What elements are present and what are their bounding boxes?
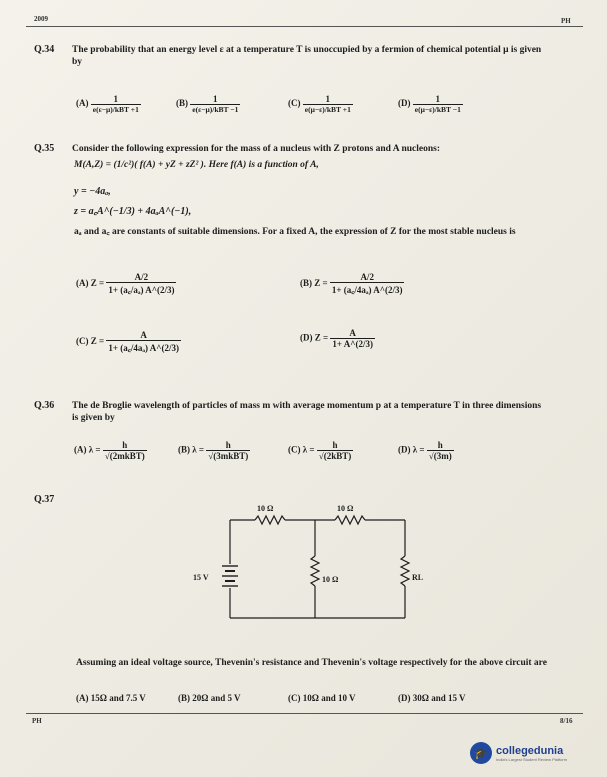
q35-option-c[interactable]: (C) Z = $\frac{A}{\text{1+ (a꜀/4aₐ) A\textasciicircum{}(2/3)}}$ xyxy=(76,330,179,353)
q35-option-d-label: (D) Z = xyxy=(300,332,329,343)
q34-option-a-label: (A) xyxy=(76,98,89,109)
q35-text: Consider the following expression for the mass of a nucleus with Z protons and A nucleons: xyxy=(72,144,440,154)
collegedunia-logo[interactable] xyxy=(470,738,596,768)
q37-option-b[interactable]: (B) 20Ω and 5 V xyxy=(178,693,241,703)
q36-option-d[interactable]: (D) λ = $\frac{h}{√(3m)}$ xyxy=(398,440,452,461)
q34-text: The probability that an energy level ε at a temperature T is unoccupied by a fermion of chemical potential μ is given by xyxy=(72,45,542,67)
q36-option-c-label: (C) λ = xyxy=(288,444,315,455)
q34-option-d-label: (D) xyxy=(398,98,411,109)
q34-option-c-label: (C) xyxy=(288,98,301,109)
q35-constants-text: aₐ and a꜀ are constants of suitable dimensions. For a fixed A, the expression of Z for the most stable nucleus is xyxy=(74,227,516,237)
q37-resistor-top-right xyxy=(335,516,365,524)
q37-circuit-diagram xyxy=(190,500,430,630)
logo-name: collegedunia xyxy=(496,744,564,757)
header-code: PH xyxy=(561,17,571,25)
q37-label-load: RL xyxy=(412,573,424,582)
header-year: 2009 xyxy=(34,15,48,23)
q35-option-d[interactable]: (D) Z = $\frac{A}{1+ A\^{}(2/3)}$ xyxy=(300,328,373,349)
q37-option-c[interactable]: (C) 10Ω and 10 V xyxy=(288,693,356,703)
q34-option-a[interactable]: (A) $\frac{1}{\text{e(ε−μ)/kBT +1}}$ xyxy=(76,94,139,114)
q35-option-a-label: (A) Z = xyxy=(76,278,105,289)
footer-rule xyxy=(26,713,583,714)
q37-resistor-middle xyxy=(311,556,319,586)
q35-option-b[interactable]: (B) Z = $\frac{A/2}{\text{1+ (a꜀/4aₐ) A\textasciicircum{}(2/3)}}$ xyxy=(300,272,403,295)
q34-option-b-label: (B) xyxy=(176,98,188,109)
q37-label-r-top-right: 10 Ω xyxy=(337,504,354,513)
q37-voltage-source xyxy=(222,566,238,586)
q36-text: The de Broglie wavelength of particles of mass m with average momentum p at a temperature T in three dimensions is given by xyxy=(72,401,542,423)
q37-label-r-top-left: 10 Ω xyxy=(257,504,274,513)
q35-mass-formula: M(A,Z) = (1/c²)( f(A) + yZ + zZ² ). Here f(A) is a function of A, xyxy=(74,160,319,170)
q34-number: Q.34 xyxy=(34,44,55,55)
q37-resistor-top-left xyxy=(255,516,285,524)
header-rule xyxy=(26,26,583,27)
q35-option-b-label: (B) Z = xyxy=(300,278,328,289)
q35-option-c-label: (C) Z = xyxy=(76,336,105,347)
q37-text: Assuming an ideal voltage source, Thevenin's resistance and Thevenin's voltage respectively for the above circuit are xyxy=(76,658,547,668)
footer-code: PH xyxy=(32,717,42,725)
q37-option-d[interactable]: (D) 30Ω and 15 V xyxy=(398,693,466,703)
q37-label-r-middle: 10 Ω xyxy=(322,575,339,584)
q36-option-b-label: (B) λ = xyxy=(178,444,205,455)
q35-z-def: z = a꜀A^(−1/3) + 4aₐA^(−1), xyxy=(74,206,192,217)
footer-page: 8/16 xyxy=(560,717,573,725)
q37-label-source: 15 V xyxy=(193,573,209,582)
q36-number: Q.36 xyxy=(34,400,55,411)
q37-resistor-load xyxy=(401,556,409,586)
q36-option-c[interactable]: (C) λ = $\frac{h}{\text{√(2kBT)}}$ xyxy=(288,440,352,461)
q36-option-a[interactable]: (A) λ = $\frac{h}{\text{√(2mkBT)}}$ xyxy=(74,440,145,461)
q36-option-d-label: (D) λ = xyxy=(398,444,425,455)
q37-option-a[interactable]: (A) 15Ω and 7.5 V xyxy=(76,693,146,703)
q37-number: Q.37 xyxy=(34,494,55,505)
q35-y-def: y = −4aₐ, xyxy=(74,186,111,197)
graduation-cap-icon: 🎓 xyxy=(470,742,492,764)
logo-tagline: India's Largest Student Review Platform xyxy=(496,756,568,762)
q36-option-b[interactable]: (B) λ = $\frac{h}{\text{√(3mkBT)}}$ xyxy=(178,440,249,461)
q36-option-a-label: (A) λ = xyxy=(74,444,101,455)
q35-number: Q.35 xyxy=(34,143,55,154)
q34-option-c[interactable]: (C) $\frac{1}{\text{e(μ−ε)/kBT +1}}$ xyxy=(288,94,351,114)
q34-option-d[interactable]: (D) $\frac{1}{\text{e(μ−ε)/kBT −1}}$ xyxy=(398,94,461,114)
q35-option-a[interactable]: (A) Z = $\frac{A/2}{\text{1+ (a꜀/aₐ) A\textasciicircum{}(2/3)}}$ xyxy=(76,272,175,295)
q34-option-b[interactable]: (B) $\frac{1}{\text{e(ε−μ)/kBT −1}}$ xyxy=(176,94,239,114)
